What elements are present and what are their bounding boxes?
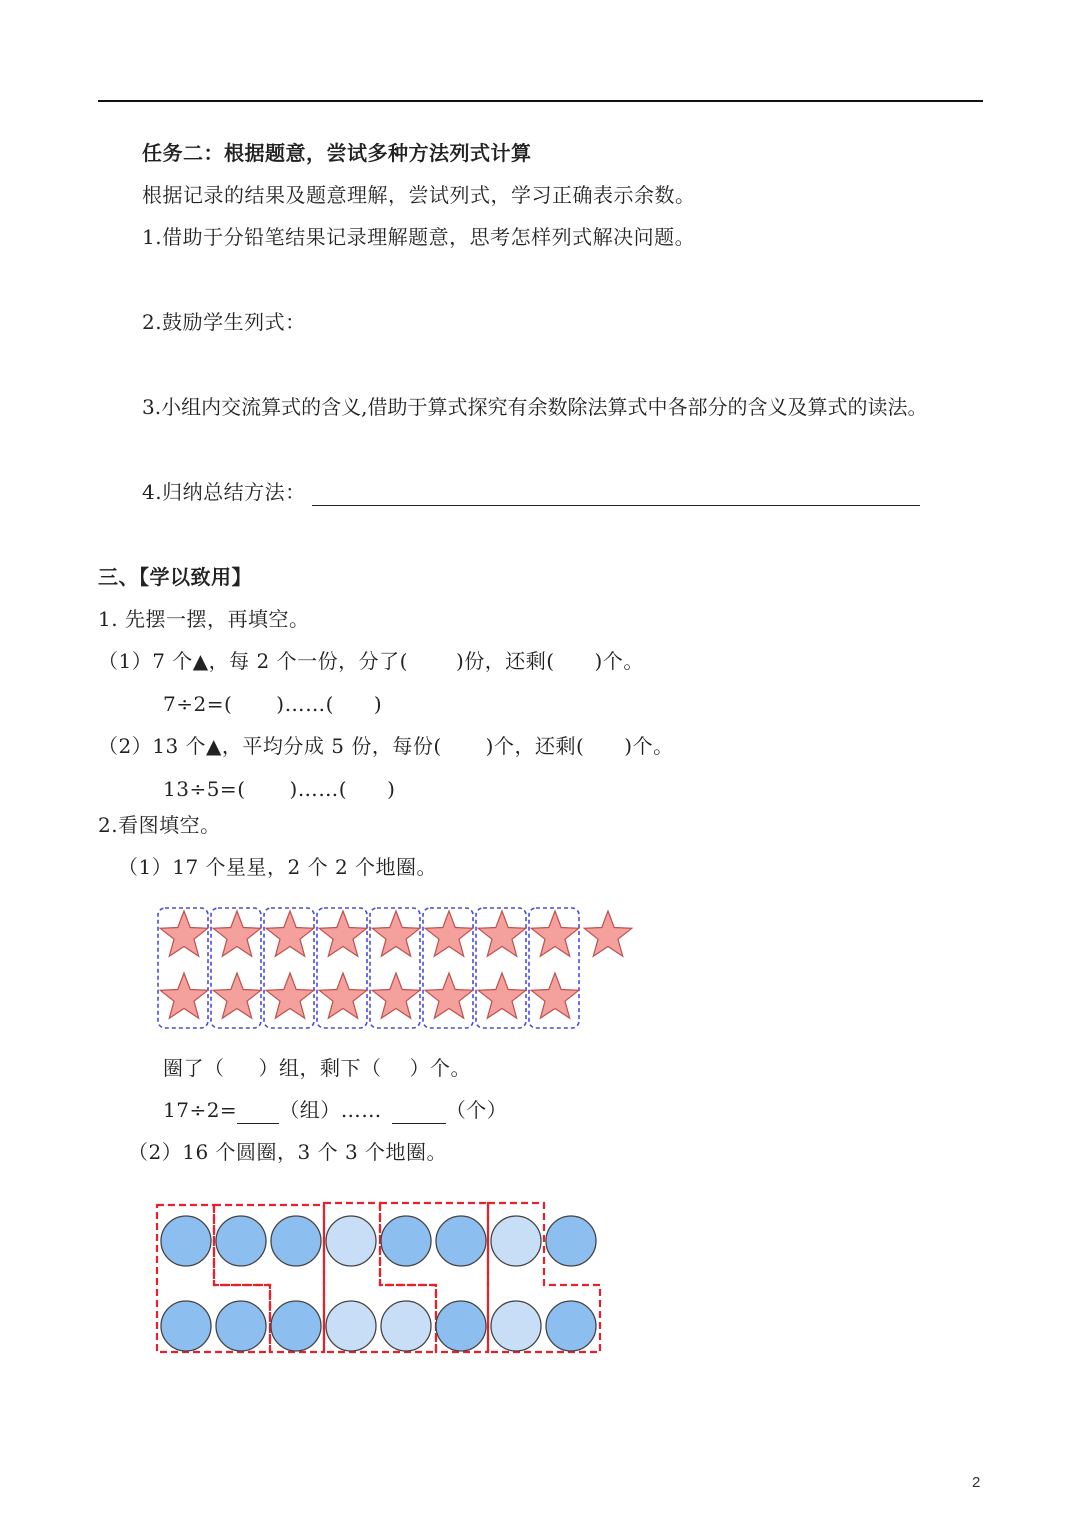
circle-icon [271,1301,321,1351]
task2-step4 [142,478,920,506]
summary-answer-line[interactable] [312,481,920,506]
q2-part1-equation [163,1096,507,1124]
q2-part1-eq-c: （个） [445,1098,508,1122]
q2-title: 2.看图填空。 [98,813,221,837]
task2-step2: 2.鼓励学生列式： [142,310,306,334]
q1-title: 1. 先摆一摆，再填空。 [98,607,310,631]
circle-icon [381,1216,431,1266]
q1-part1-equation [163,690,382,718]
star-icon [160,973,208,1018]
circle-icon [436,1301,486,1351]
q1-part1 [98,647,644,675]
star-icon [425,911,473,956]
star-icon [478,973,526,1018]
circle-icon [161,1301,211,1351]
q1-part2-equation [163,775,395,803]
q1-part2-text-c: )个。 [624,734,674,758]
star-icon [478,911,526,956]
q2-part1-title: （1）17 个星星，2 个 2 个地圈。 [118,855,438,879]
star-icon [372,911,420,956]
circle-icon [271,1216,321,1266]
header-rule [98,100,983,102]
task2-step4-label: 4.归纳总结方法： [142,480,306,504]
task2-title: 任务二：根据题意，尝试多种方法列式计算 [142,141,532,165]
q2-part1-eq-blank-remainder[interactable] [392,1101,446,1124]
q2-part1-eq-b: （组）…… [279,1098,382,1122]
circle-icon [436,1216,486,1266]
star-icon [319,911,367,956]
circle-icon [381,1301,431,1351]
circle-figure [150,1195,610,1360]
q1-part1-eq-c: ) [373,692,383,716]
circle-icon [546,1216,596,1266]
q2-part1-fill-b: ）组，剩下（ [258,1056,382,1080]
circle-icon [326,1301,376,1351]
page-number: 2 [972,1474,981,1491]
q1-part1-eq-b: )……( [276,692,334,716]
q1-part2-eq-b: )……( [289,777,348,801]
circle-icon [216,1216,266,1266]
circle-icon [546,1301,596,1351]
q2-part1-eq-a: 17÷2= [163,1098,238,1122]
q1-part1-text-c: )个。 [594,649,644,673]
q1-part1-eq-a: 7÷2=( [163,692,233,716]
q2-part1-fill-a: 圈了（ [163,1056,225,1080]
star-icon [425,973,473,1018]
q1-part2-text-b: )个，还剩( [485,734,585,758]
star-icon [531,911,579,956]
circle-icon [491,1301,541,1351]
q1-part1-text-a: （1）7 个▲，每 2 个一份，分了( [98,649,408,673]
star-icon [531,973,579,1018]
q2-part2-title: （2）16 个圆圈，3 个 3 个地圈。 [128,1140,448,1164]
task2-step3: 3.小组内交流算式的含义,借助于算式探究有余数除法算式中各部分的含义及算式的读法。 [142,395,928,419]
star-icon [213,973,261,1018]
q2-part1-fill-c: ）个。 [409,1056,471,1080]
circle-icon [326,1216,376,1266]
star-icon [266,973,314,1018]
star-icon [266,911,314,956]
q2-part1-fill [163,1054,471,1082]
star-icon [213,911,261,956]
section3-heading: 三、【学以致用】 [98,565,252,589]
star-figure [150,900,640,1040]
task2-intro: 根据记录的结果及题意理解，尝试列式，学习正确表示余数。 [142,183,696,207]
circle-icon [161,1216,211,1266]
q2-part1-eq-blank-quotient[interactable] [237,1101,279,1124]
task2-step1: 1.借助于分铅笔结果记录理解题意，思考怎样列式解决问题。 [142,225,696,249]
circle-icon [216,1301,266,1351]
circle-icon [491,1216,541,1266]
q1-part2-eq-c: ) [387,777,396,801]
q1-part2-text-a: （2）13 个▲，平均分成 5 份，每份( [98,734,442,758]
q1-part1-text-b: )份，还剩( [455,649,555,673]
star-icon [372,973,420,1018]
star-icon [160,911,208,956]
star-icon [319,973,367,1018]
q1-part2-eq-a: 13÷5=( [163,777,246,801]
star-icon [584,911,632,956]
q1-part2 [98,732,674,760]
